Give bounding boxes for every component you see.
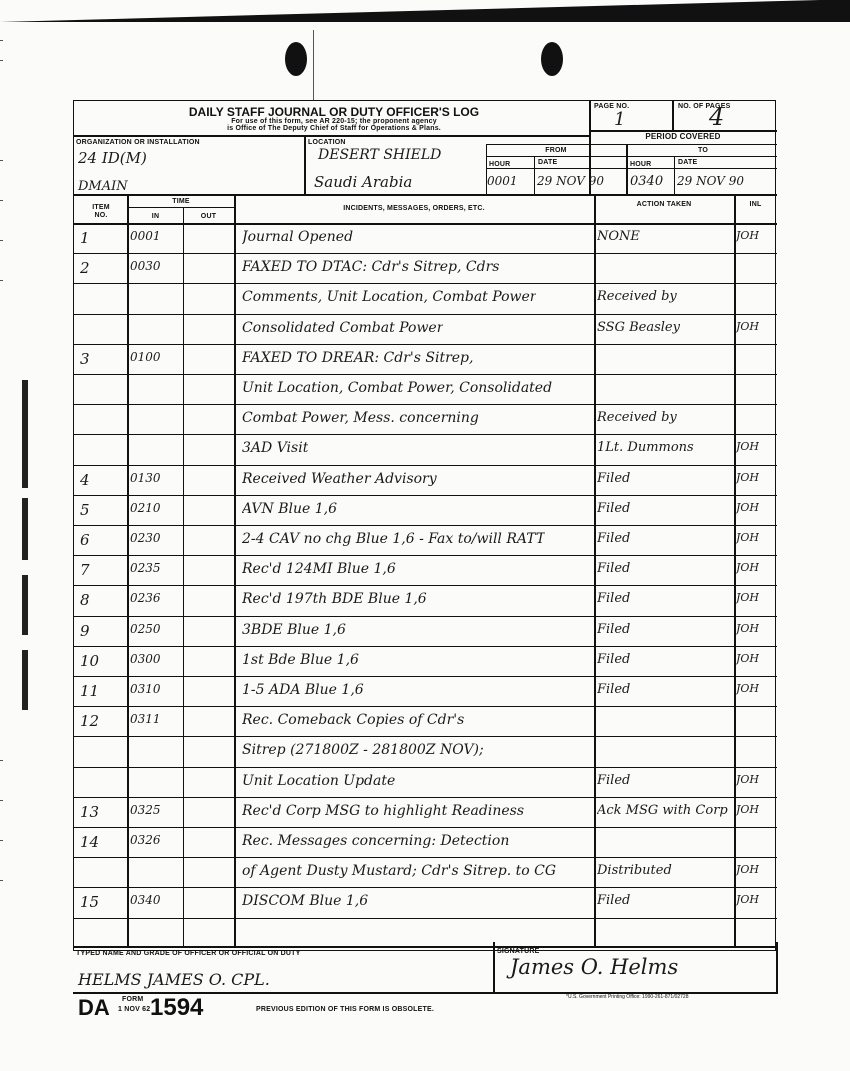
location-value: DESERT SHIELD: [318, 147, 442, 163]
inl-cell: JOH: [736, 802, 760, 816]
fold-mark: [313, 30, 314, 100]
signature-label: SIGNATURE: [497, 948, 540, 955]
incident-cell: Unit Location Update: [242, 772, 396, 789]
action-cell: Filed: [597, 591, 631, 607]
time-in-cell: 0130: [130, 470, 161, 485]
row-rule: [74, 918, 777, 919]
incident-cell: Journal Opened: [242, 229, 354, 245]
to-label: TO: [698, 147, 708, 154]
form-date: 1 NOV 62: [118, 1006, 151, 1013]
scan-margin-mark: [22, 650, 28, 710]
action-cell: Filed: [597, 500, 631, 516]
action-cell: 1Lt. Dummons: [597, 440, 694, 456]
incident-cell: of Agent Dusty Mustard; Cdr's Sitrep. to CG: [242, 863, 557, 880]
table-row: [74, 405, 777, 435]
incident-cell: 3AD Visit: [242, 440, 309, 457]
inl-cell: JOH: [736, 772, 760, 786]
time-in-header: IN: [151, 213, 160, 220]
action-cell: Received by: [597, 410, 677, 426]
incident-cell: Rec'd 197th BDE Blue 1,6: [242, 591, 427, 608]
org-value: 24 ID(M): [78, 149, 147, 167]
time-out-header: OUT: [200, 213, 217, 220]
location-label: LOCATION: [308, 139, 346, 146]
action-cell: Filed: [597, 531, 631, 546]
from-date-label: DATE: [538, 159, 558, 166]
incident-cell: Rec'd Corp MSG to highlight Readiness: [242, 802, 525, 819]
inl-cell: JOH: [736, 500, 760, 514]
time-in-cell: 0340: [130, 893, 161, 908]
item-no-cell: 1: [80, 229, 90, 247]
no-of-pages-value: 4: [709, 103, 725, 131]
org-section: DMAIN: [78, 179, 128, 194]
to-hour-value: 0340: [630, 174, 664, 189]
time-in-cell: 0210: [130, 500, 161, 515]
table-row: [74, 254, 777, 284]
table-row: [74, 617, 777, 647]
table-row: [74, 315, 777, 345]
form-title: DAILY STAFF JOURNAL OR DUTY OFFICER'S LOG: [188, 105, 480, 119]
action-cell: Filed: [597, 621, 631, 637]
punch-hole-left: [285, 42, 307, 76]
incident-cell: FAXED TO DREAR: Cdr's Sitrep,: [242, 349, 474, 366]
form-subtitle: For use of this form, see AR 220-15; the proponent agency: [231, 118, 437, 125]
incident-cell: Rec. Comeback Copies of Cdr's: [242, 712, 465, 729]
inl-cell: JOH: [736, 440, 760, 454]
from-hour-value: 0001: [487, 174, 518, 188]
action-cell: Ack MSG with Corp: [597, 802, 728, 818]
action-cell: SSG Beasley: [597, 319, 680, 335]
page-no-label: PAGE NO.: [594, 103, 630, 110]
incident-cell: Rec. Messages concerning: Detection: [242, 833, 510, 849]
from-date-value: 29 NOV 90: [537, 174, 604, 188]
item-no-cell: 3: [80, 349, 90, 368]
time-in-cell: 0311: [130, 712, 161, 727]
table-row: [74, 284, 777, 314]
incident-cell: Rec'd 124MI Blue 1,6: [242, 561, 396, 578]
table-row: [74, 466, 777, 496]
table-row: [74, 677, 777, 707]
inl-cell: JOH: [736, 682, 760, 695]
incident-cell: Sitrep (271800Z - 281800Z NOV);: [242, 742, 484, 759]
action-cell: Distributed: [597, 863, 672, 879]
from-hour-label: HOUR: [489, 161, 511, 168]
to-date-label: DATE: [678, 159, 698, 166]
incidents-header: INCIDENTS, MESSAGES, ORDERS, ETC.: [343, 205, 485, 212]
incident-cell: 3BDE Blue 1,6: [242, 621, 346, 638]
table-row: [74, 345, 777, 375]
table-row: [74, 798, 777, 828]
typed-name-label: TYPED NAME AND GRADE OF OFFICER OR OFFICIAL ON DUTY: [76, 950, 301, 957]
scan-margin-mark: [22, 380, 28, 488]
incident-cell: DISCOM Blue 1,6: [242, 893, 369, 910]
page-no-value: 1: [614, 109, 626, 130]
incident-cell: Comments, Unit Location, Combat Power: [242, 289, 537, 306]
time-in-cell: 0001: [130, 229, 161, 243]
no-of-pages-label: NO. OF PAGES: [678, 103, 731, 110]
time-in-cell: 0325: [130, 802, 161, 817]
period-covered-label: PERIOD COVERED: [645, 132, 721, 141]
table-row: [74, 586, 777, 616]
item-no-cell: 12: [80, 712, 100, 731]
scan-margin-mark: [22, 575, 28, 635]
action-cell: Filed: [597, 772, 631, 788]
inl-cell: JOH: [736, 863, 760, 877]
printing-office-note: *U.S. Government Printing Office: 1990-261-871/02728: [566, 994, 689, 1000]
item-no-cell: 2: [80, 259, 90, 278]
incident-cell: Combat Power, Mess. concerning: [242, 410, 479, 427]
time-in-cell: 0300: [130, 651, 161, 666]
da-mark: DA: [78, 995, 110, 1020]
time-in-cell: 0310: [130, 682, 161, 696]
item-no-cell: 4: [80, 470, 90, 489]
table-row: [74, 647, 777, 677]
table-row: [74, 707, 777, 737]
table-row: [74, 858, 777, 888]
time-in-cell: 0235: [130, 561, 161, 576]
item-no-cell: 5: [80, 500, 90, 519]
incident-cell: Received Weather Advisory: [242, 470, 437, 487]
inl-cell: JOH: [736, 561, 760, 575]
inl-cell: JOH: [736, 470, 760, 484]
form-subtitle: is Office of The Deputy Chief of Staff for Operations & Plans.: [227, 125, 441, 132]
table-row: [74, 435, 777, 465]
duty-log-form: [73, 100, 776, 951]
table-row: [74, 556, 777, 586]
incident-cell: Unit Location, Combat Power, Consolidated: [242, 380, 553, 396]
item-header-no: NO.: [94, 212, 108, 219]
incident-cell: Consolidated Combat Power: [242, 319, 444, 336]
time-in-cell: 0250: [130, 621, 161, 636]
table-row: [74, 737, 777, 767]
table-row: [74, 224, 777, 254]
table-row: [74, 375, 777, 405]
action-cell: NONE: [597, 229, 640, 244]
item-no-cell: 15: [80, 893, 100, 912]
incident-cell: FAXED TO DTAC: Cdr's Sitrep, Cdrs: [242, 259, 500, 276]
scan-margin-mark: [22, 498, 28, 560]
item-no-cell: 11: [80, 682, 100, 700]
table-row: [74, 768, 777, 798]
org-label: ORGANIZATION OR INSTALLATION: [76, 139, 200, 146]
table-row: [74, 888, 777, 918]
time-in-cell: 0100: [130, 349, 161, 364]
inl-cell: JOH: [736, 651, 760, 665]
to-hour-label: HOUR: [630, 161, 652, 168]
action-cell: Filed: [597, 651, 631, 667]
item-no-cell: 6: [80, 531, 90, 549]
signature-image: James O. Helms: [510, 955, 679, 979]
incident-cell: 1st Bde Blue 1,6: [242, 651, 359, 668]
incident-cell: AVN Blue 1,6: [242, 500, 338, 517]
time-header: TIME: [172, 198, 190, 205]
time-in-cell: 0030: [130, 259, 161, 274]
inl-cell: JOH: [736, 621, 760, 635]
item-no-cell: 14: [80, 833, 100, 851]
form-label: FORM: [122, 996, 144, 1003]
form-number: 1594: [150, 994, 204, 1021]
action-cell: Filed: [597, 561, 631, 577]
inl-cell: JOH: [736, 591, 760, 605]
inl-cell: JOH: [736, 319, 760, 333]
incident-cell: 2-4 CAV no chg Blue 1,6 - Fax to/will RATT: [242, 531, 546, 547]
item-no-cell: 10: [80, 651, 100, 670]
typed-name-value: HELMS JAMES O. CPL.: [78, 970, 270, 989]
to-date-value: 29 NOV 90: [677, 174, 744, 188]
action-header: ACTION TAKEN: [636, 201, 692, 208]
time-in-cell: 0236: [130, 591, 161, 606]
inl-cell: JOH: [736, 531, 760, 544]
item-no-cell: 13: [80, 802, 100, 821]
action-cell: Filed: [597, 682, 631, 697]
action-cell: Filed: [597, 470, 631, 486]
inl-header: INL: [749, 201, 762, 208]
inl-cell: JOH: [736, 229, 760, 242]
punch-hole-right: [541, 42, 563, 76]
action-cell: Filed: [597, 893, 631, 909]
time-in-cell: 0230: [130, 531, 161, 545]
inl-cell: JOH: [736, 893, 760, 907]
item-no-cell: 8: [80, 591, 90, 610]
table-row: [74, 828, 777, 858]
location-country: Saudi Arabia: [314, 173, 413, 191]
previous-edition-notice: PREVIOUS EDITION OF THIS FORM IS OBSOLETE.: [256, 1006, 434, 1013]
incident-cell: 1-5 ADA Blue 1,6: [242, 682, 364, 698]
from-label: FROM: [545, 147, 567, 154]
table-row: [74, 526, 777, 556]
item-header: ITEM: [92, 204, 110, 211]
item-no-cell: 9: [80, 621, 90, 640]
time-in-cell: 0326: [130, 833, 161, 847]
scan-edge: [0, 0, 820, 22]
item-no-cell: 7: [80, 561, 90, 580]
table-row: [74, 496, 777, 526]
action-cell: Received by: [597, 289, 677, 305]
